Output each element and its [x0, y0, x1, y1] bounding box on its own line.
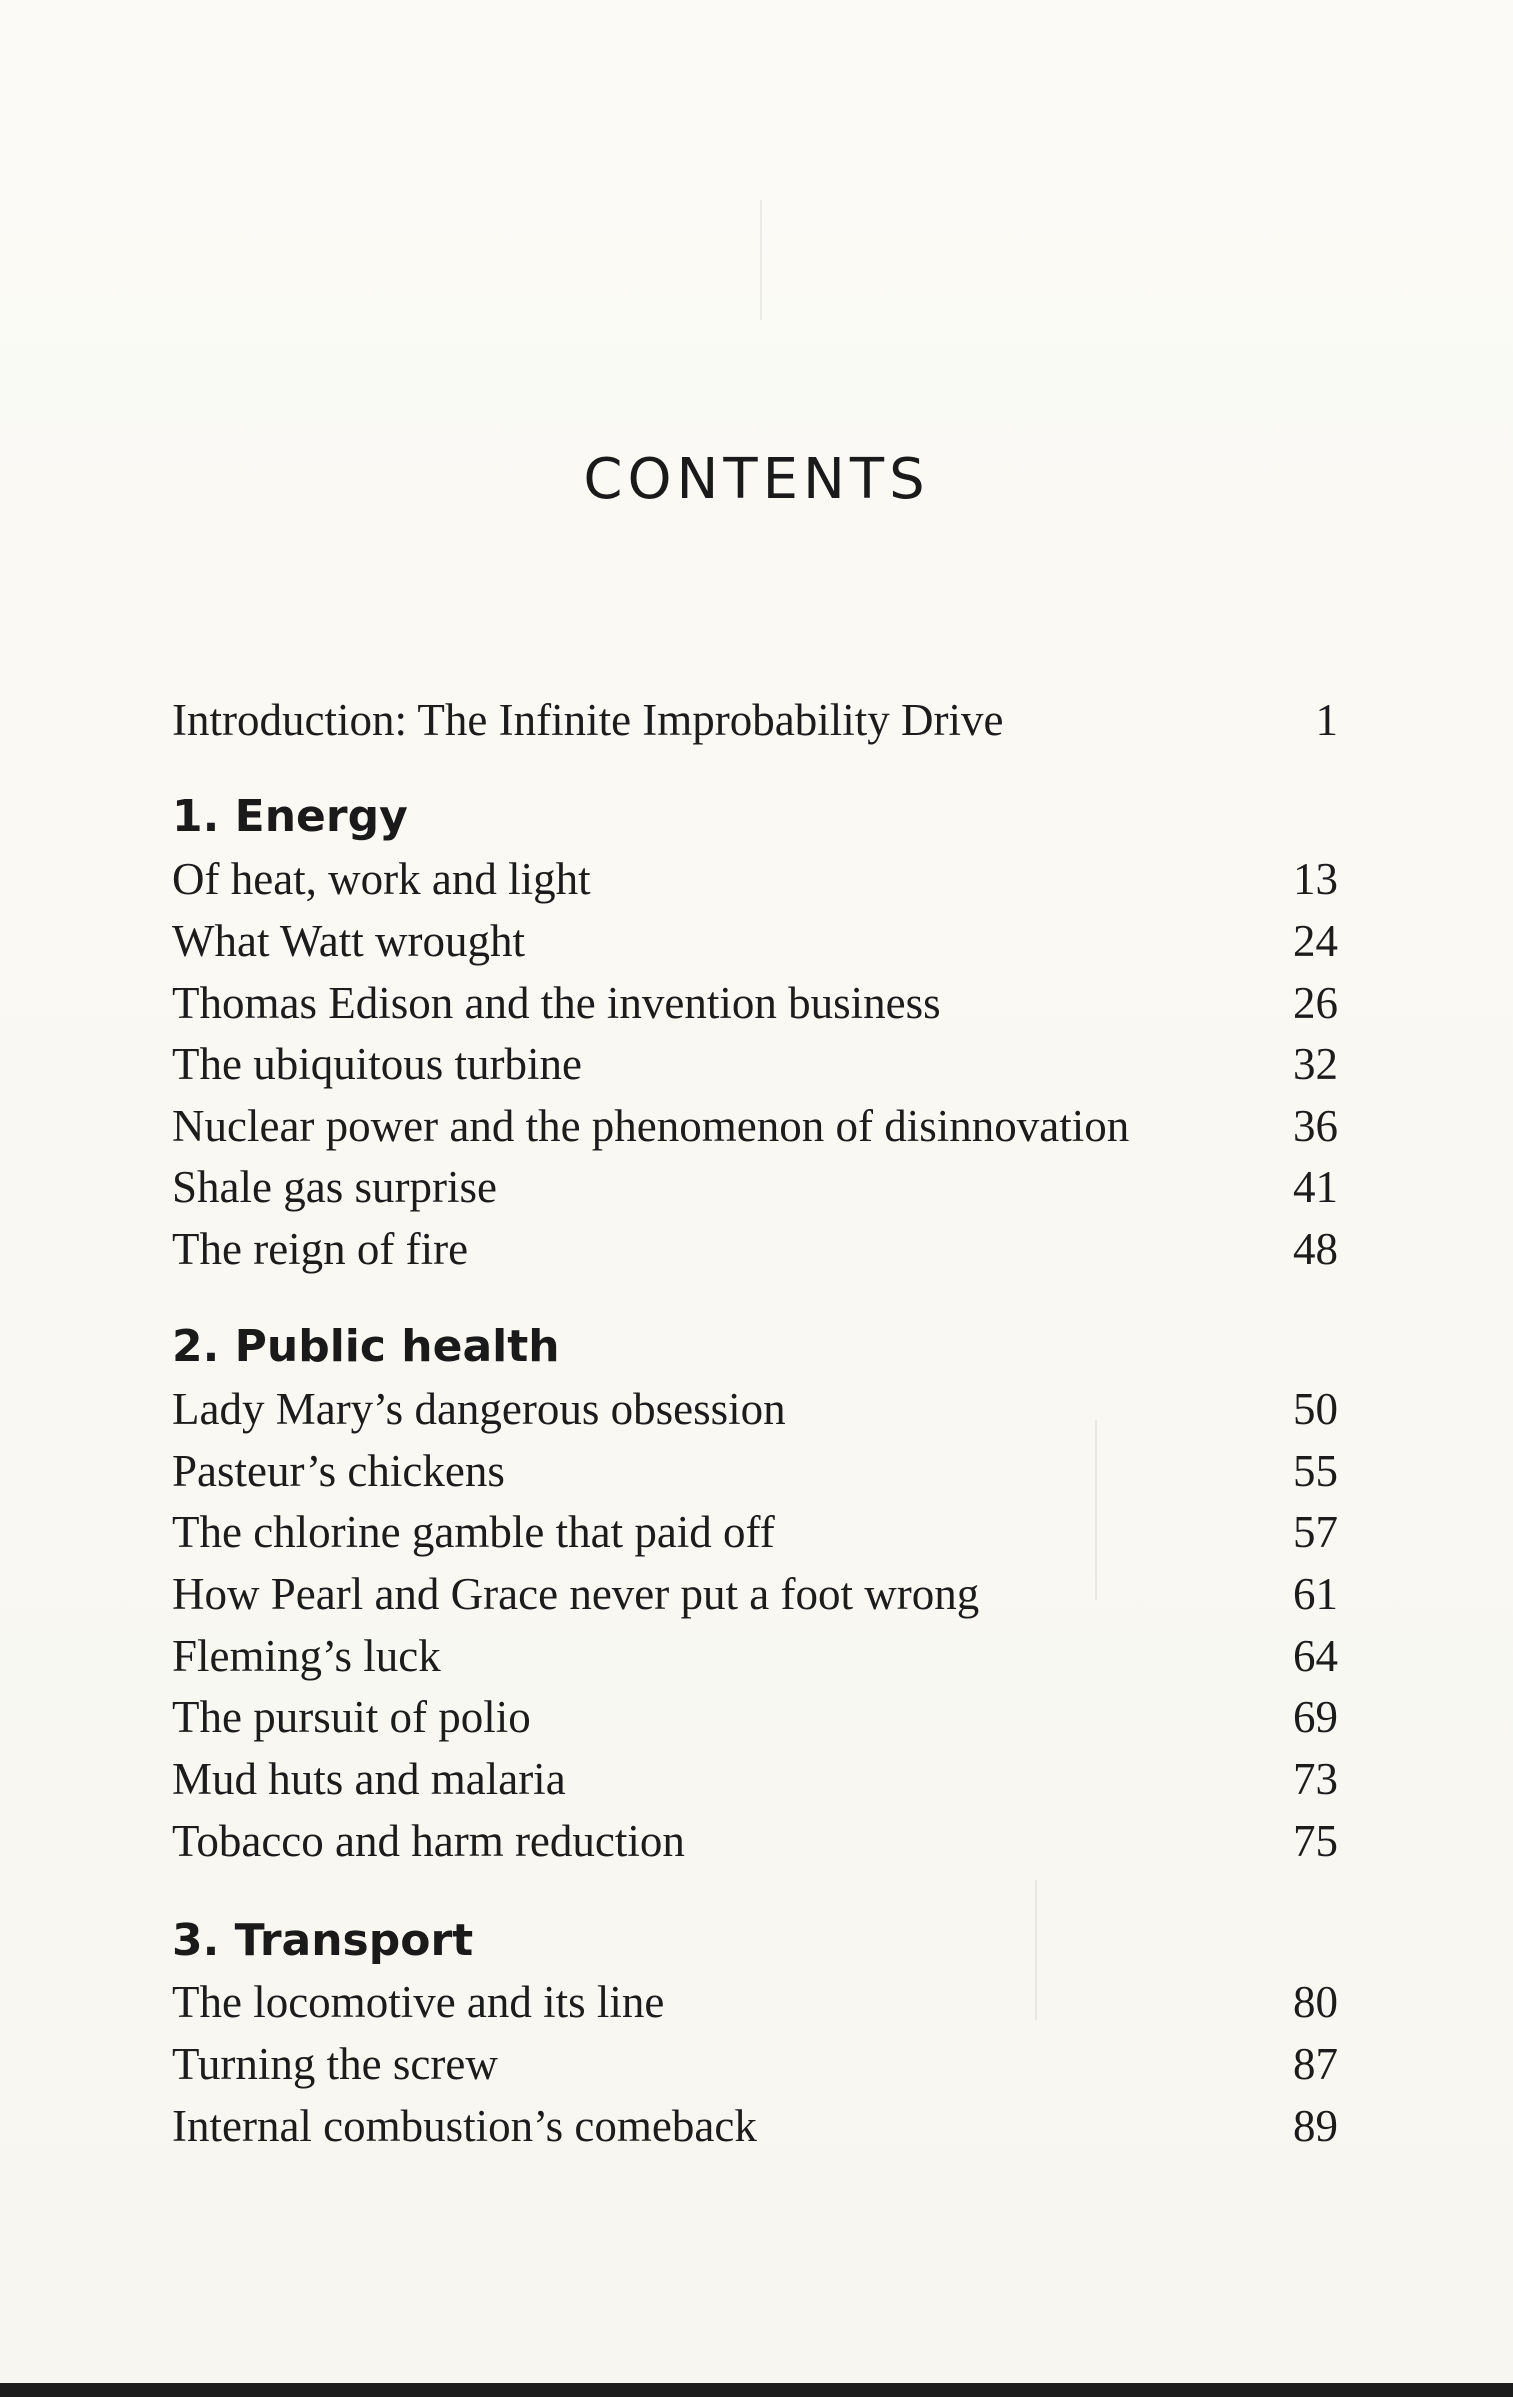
toc-entry: [172, 1625, 1338, 1687]
toc-entry-page: 50: [1293, 1384, 1338, 1434]
toc-entry: [172, 1810, 1338, 1872]
toc-entry-label: Introduction: The Infinite Improbability Drive: [172, 695, 1004, 745]
toc-entry: [172, 1440, 1338, 1502]
toc-entry-label: The locomotive and its line: [172, 1977, 665, 2027]
toc-entry: [172, 1033, 1338, 1095]
toc-entry-label: Internal combustion’s comeback: [172, 2101, 757, 2151]
toc-entry: [172, 1095, 1338, 1157]
toc-entry-page: 69: [1293, 1692, 1338, 1742]
toc-entry-label: What Watt wrought: [172, 916, 525, 966]
toc-entry: [172, 2095, 1338, 2157]
toc-entry-label: Nuclear power and the phenomenon of disinnovation: [172, 1101, 1130, 1151]
section-heading-public-health: 2. Public health: [172, 1321, 560, 1372]
toc-entry-label: The ubiquitous turbine: [172, 1039, 582, 1089]
toc-entry-page: 55: [1293, 1446, 1338, 1496]
toc-entry-page: 75: [1293, 1816, 1338, 1866]
toc-entry-label: Fleming’s luck: [172, 1631, 441, 1681]
toc-entry-page: 73: [1293, 1754, 1338, 1804]
toc-entry: [172, 910, 1338, 972]
toc-entry: [172, 848, 1338, 910]
toc-entry-page: 26: [1293, 978, 1338, 1028]
toc-entry-label: Turning the screw: [172, 2039, 498, 2089]
scan-bottom-edge: [0, 2383, 1513, 2397]
toc-entry-page: 48: [1293, 1224, 1338, 1274]
toc-entry-page: 24: [1293, 916, 1338, 966]
section-heading-energy: 1. Energy: [172, 791, 408, 842]
section-heading-transport: 3. Transport: [172, 1915, 474, 1966]
toc-entry: [172, 1971, 1338, 2033]
toc-entry-label: Shale gas surprise: [172, 1162, 497, 1212]
scan-artifact: [760, 200, 762, 320]
toc-entry-page: 41: [1293, 1162, 1338, 1212]
toc-entry-page: 64: [1293, 1631, 1338, 1681]
toc-entry-page: 57: [1293, 1507, 1338, 1557]
toc-entry: [172, 1378, 1338, 1440]
toc-entry-page: 1: [1315, 695, 1338, 745]
toc-entry-page: 87: [1293, 2039, 1338, 2089]
toc-entry-label: Thomas Edison and the invention business: [172, 978, 941, 1028]
toc-entry-page: 36: [1293, 1101, 1338, 1151]
toc-entry-introduction: [172, 689, 1338, 751]
toc-entry: [172, 1501, 1338, 1563]
toc-entry: [172, 1218, 1338, 1280]
toc-entry-label: Mud huts and malaria: [172, 1754, 566, 1804]
toc-entry: [172, 1686, 1338, 1748]
toc-entry-label: Lady Mary’s dangerous obsession: [172, 1384, 786, 1434]
toc-entry: [172, 1563, 1338, 1625]
toc-entry: [172, 972, 1338, 1034]
toc-entry: [172, 1156, 1338, 1218]
toc-entry: [172, 2033, 1338, 2095]
toc-entry-page: 80: [1293, 1977, 1338, 2027]
page-title: CONTENTS: [583, 447, 930, 512]
toc-entry-label: The reign of fire: [172, 1224, 469, 1274]
toc-entry: [172, 1748, 1338, 1810]
toc-entry-page: 61: [1293, 1569, 1338, 1619]
toc-entry-label: The pursuit of polio: [172, 1692, 531, 1742]
toc-entry-label: How Pearl and Grace never put a foot wrong: [172, 1569, 980, 1619]
toc-entry-label: The chlorine gamble that paid off: [172, 1507, 775, 1557]
toc-entry-page: 89: [1293, 2101, 1338, 2151]
toc-entry-page: 13: [1293, 854, 1338, 904]
toc-entry-label: Tobacco and harm reduction: [172, 1816, 685, 1866]
toc-entry-page: 32: [1293, 1039, 1338, 1089]
toc-entry-label: Of heat, work and light: [172, 854, 591, 904]
toc-entry-label: Pasteur’s chickens: [172, 1446, 505, 1496]
